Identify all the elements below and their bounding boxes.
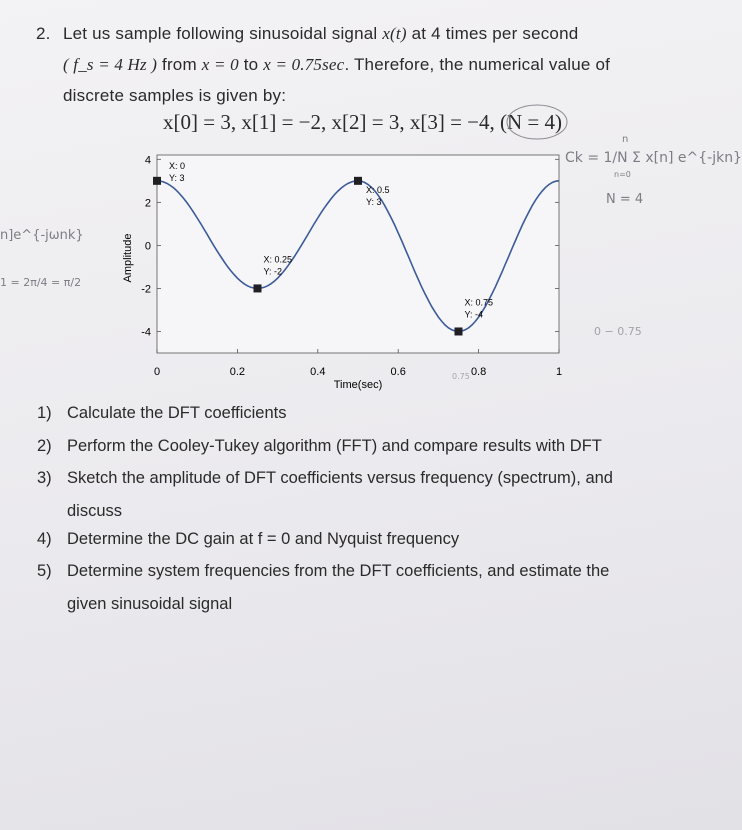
task-item-continued: [37, 502, 122, 521]
datatip-y: Y: -2: [263, 266, 283, 277]
question-line-3: discrete samples is given by:: [63, 86, 287, 105]
y-axis-label: Amplitude: [122, 233, 134, 283]
task-text: Determine system frequencies from the DFT coefficients, and estimate the: [67, 562, 610, 580]
task-text: Determine the DC gain at f = 0 and Nyquist frequency: [67, 530, 460, 548]
datatip-x: X: 0.25: [263, 254, 293, 265]
x-tick-label: 1: [555, 366, 563, 378]
datatip-y: Y: 3: [169, 172, 185, 183]
task-item: [37, 562, 609, 581]
x-end: x = 0.75sec: [263, 55, 345, 74]
question-line-2-rest: . Therefore, the numerical value of: [344, 55, 611, 74]
sampling-frequency: ( f_s = 4 Hz ): [63, 55, 158, 74]
task-text: Calculate the DFT coefficients: [67, 404, 287, 422]
y-tick-label: -4: [141, 326, 151, 339]
handwritten-dft-formula: Ck = 1/N Σ x[n] e^{-jkn}: [565, 150, 742, 166]
task-number: 4): [37, 530, 52, 548]
x-tick-label: 0.2: [229, 366, 246, 378]
task-item: [37, 437, 602, 456]
x-tick-label: 0.6: [390, 366, 406, 378]
y-tick-label: 0: [144, 240, 151, 253]
signal-symbol: x(t): [382, 24, 407, 43]
handwritten-n-eq: N = 4: [606, 192, 644, 207]
task-item: [37, 469, 613, 488]
question-number: 2.: [36, 24, 51, 43]
task-text: discuss: [67, 502, 123, 520]
task-number: 3): [37, 469, 52, 487]
datatip-x: X: 0.75: [464, 297, 494, 308]
sample-marker[interactable]: [354, 177, 362, 185]
question-line-1-b: at 4 times per second: [411, 24, 579, 43]
to-word: to: [243, 55, 259, 74]
question-line-2: [63, 55, 610, 75]
x-axis-label: Time(sec): [333, 379, 383, 391]
from-word: from: [162, 55, 197, 74]
task-item: [37, 404, 287, 423]
task-item-continued: [37, 595, 232, 614]
x-tick-label: 0.4: [310, 366, 326, 378]
y-tick-label: 2: [144, 197, 151, 210]
handwritten-small: 0.75: [452, 372, 470, 381]
task-number: 2): [37, 437, 52, 455]
handwritten-sum-bottom: n=0: [614, 170, 631, 179]
x-tick-label: 0: [153, 366, 161, 378]
y-tick-label: -2: [141, 283, 151, 296]
handwritten-range: 0 − 0.75: [594, 325, 642, 338]
handwritten-left-exp: n]e^{-jωnk}: [0, 228, 84, 243]
handwritten-sum-top: n: [622, 134, 629, 145]
task-item: [37, 530, 459, 549]
sample-marker[interactable]: [153, 177, 161, 185]
sample-equation: x[0] = 3, x[1] = −2, x[2] = 3, x[3] = −4, (N = 4): [163, 110, 562, 134]
datatip-x: X: 0: [169, 160, 186, 171]
task-number: 1): [37, 404, 52, 422]
handwritten-left-frac: 1 = 2π/4 = π/2: [0, 276, 82, 289]
datatip-y: Y: -4: [464, 309, 484, 320]
sample-marker[interactable]: [455, 327, 463, 335]
datatip-y: Y: 3: [366, 196, 382, 207]
sample-marker[interactable]: [254, 284, 262, 292]
task-text: Perform the Cooley-Tukey algorithm (FFT) and compare results with DFT: [67, 437, 602, 455]
handwritten-circle-icon: [502, 100, 572, 144]
x-start: x = 0: [201, 55, 239, 74]
task-text: Sketch the amplitude of DFT coefficients versus frequency (spectrum), and: [67, 469, 613, 487]
task-text: given sinusoidal signal: [67, 595, 233, 613]
question-line-1-a: Let us sample following sinusoidal signal: [63, 24, 378, 43]
y-tick-label: 4: [144, 154, 151, 167]
question-line-1: [63, 24, 578, 44]
task-number: 5): [37, 562, 52, 580]
x-tick-label: 0.8: [470, 366, 487, 378]
datatip-x: X: 0.5: [366, 184, 390, 195]
